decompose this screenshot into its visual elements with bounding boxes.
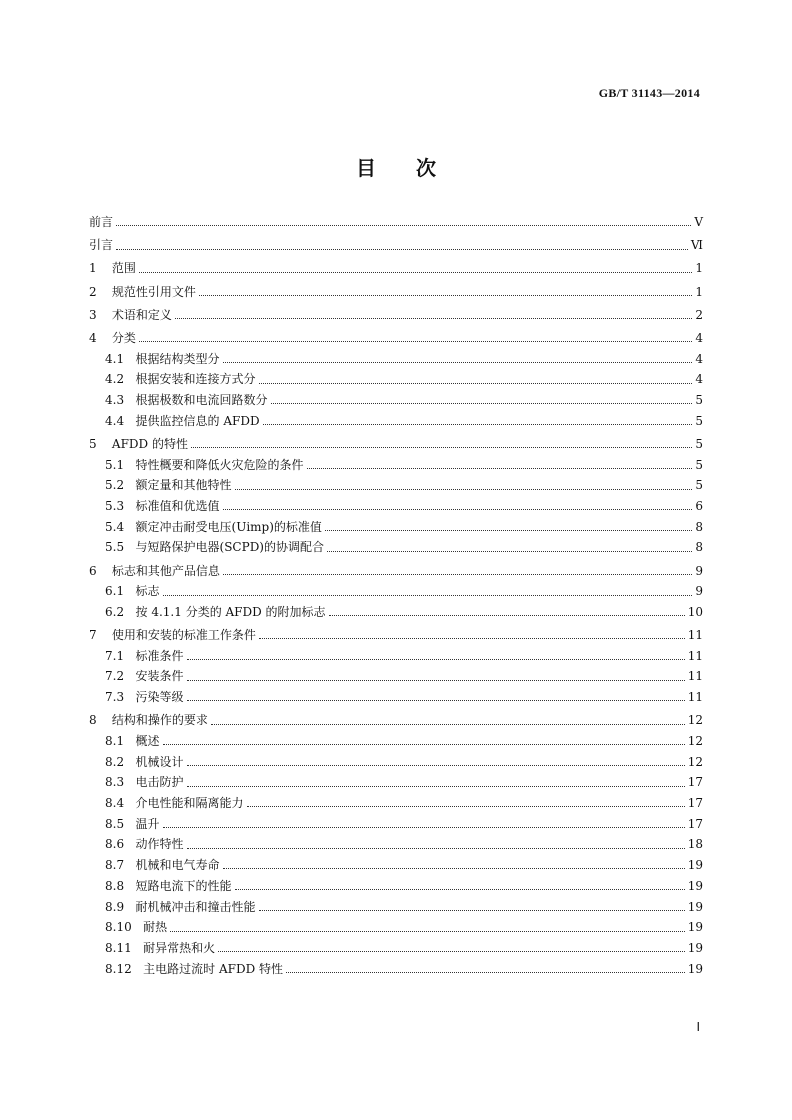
toc-entry-page: 11 — [687, 690, 703, 705]
dot-leader — [271, 402, 692, 404]
toc-entry-number: 8.8 — [105, 878, 136, 893]
toc-entry[interactable] — [89, 732, 703, 753]
toc-entry-number: 4.3 — [105, 393, 136, 407]
toc-entry[interactable] — [89, 603, 703, 624]
toc-entry-number: 4 — [89, 330, 112, 345]
toc-entry-label: 规范性引用文件 — [111, 284, 196, 299]
toc-entry-page: 8 — [695, 540, 703, 555]
dot-leader — [116, 224, 691, 226]
toc-entry-label: 温升 — [135, 816, 160, 831]
dot-leader — [211, 723, 685, 725]
toc-entry-page: 10 — [687, 604, 703, 619]
toc-entry-label: 耐异常热和火 — [143, 940, 216, 955]
dot-leader — [187, 699, 685, 701]
toc-entry-page: 17 — [687, 775, 703, 790]
toc-entry-label: 标准值和优选值 — [135, 498, 220, 513]
toc-entry-number: 6 — [89, 563, 112, 578]
toc-entry-label: 主电路过流时 AFDD 特性 — [143, 961, 284, 976]
toc-entry-page: 19 — [687, 858, 703, 873]
toc-entry-number: 4.1 — [105, 351, 136, 366]
dot-leader — [187, 847, 685, 849]
toc-entry-page: 19 — [687, 878, 703, 893]
toc-entry-label: 根据结构类型分 — [135, 351, 220, 366]
toc-entry[interactable] — [89, 773, 703, 794]
dot-leader — [223, 867, 685, 869]
dot-leader — [223, 573, 692, 575]
dot-leader — [199, 294, 692, 296]
toc-entry-page: 11 — [687, 628, 703, 643]
toc-entry-page: 8 — [695, 519, 703, 534]
toc-entry[interactable] — [89, 960, 703, 981]
toc-entry-label: 根据安装和连接方式分 — [135, 372, 256, 387]
toc-entry-page: 19 — [687, 940, 703, 955]
toc-entry-number: 8.3 — [105, 775, 136, 790]
toc-entry-label: 耐机械冲击和撞击性能 — [135, 899, 256, 914]
toc-entry-page: 9 — [695, 563, 703, 578]
toc-entry[interactable] — [89, 497, 703, 518]
toc-entry-label: 电击防护 — [135, 775, 184, 790]
toc-entry-number: 8.6 — [105, 837, 136, 852]
toc-entry[interactable] — [89, 538, 703, 559]
toc-entry-number: 5.4 — [105, 519, 136, 534]
toc-entry-number: 7.2 — [105, 669, 136, 684]
toc-entry-number: 2 — [89, 284, 112, 299]
toc-entry-label: 标志 — [135, 584, 160, 599]
dot-leader — [235, 888, 685, 890]
toc-entry-number: 1 — [89, 261, 112, 276]
toc-entry-number: 6.1 — [105, 584, 136, 599]
dot-leader — [139, 271, 692, 273]
toc-entry-label: 与短路保护电器(SCPD)的协调配合 — [135, 540, 324, 555]
page-number: Ⅰ — [696, 1020, 700, 1034]
toc-entry-number: 8.2 — [105, 754, 136, 769]
toc-entry-page: 19 — [687, 920, 703, 935]
toc-entry-page: 4 — [695, 330, 703, 345]
toc-entry-page: 11 — [687, 648, 703, 663]
toc-entry-label: 标志和其他产品信息 — [111, 563, 220, 578]
dot-leader — [263, 423, 692, 425]
toc-entry-page: 6 — [695, 498, 703, 513]
toc-entry-label: 提供监控信息的 AFDD — [135, 413, 260, 428]
toc-entry[interactable] — [89, 667, 703, 688]
toc-entry-label: 机械设计 — [135, 754, 184, 769]
toc-entry[interactable] — [89, 856, 703, 877]
toc-entry-label: 按 4.1.1 分类的 AFDD 的附加标志 — [135, 604, 326, 619]
toc-entry[interactable] — [89, 939, 703, 960]
dot-leader — [218, 950, 685, 952]
dot-leader — [187, 658, 685, 660]
toc-entry[interactable] — [89, 306, 703, 327]
toc-entry-label: 动作特性 — [135, 837, 184, 852]
toc-entry-label: 分类 — [111, 330, 136, 345]
toc-entry-page: 5 — [695, 478, 703, 493]
toc-entry[interactable] — [89, 350, 703, 371]
toc-entry[interactable] — [89, 476, 703, 497]
toc-entry-label: 术语和定义 — [111, 307, 172, 322]
toc-entry[interactable] — [89, 582, 703, 603]
toc-entry-number: 8.4 — [105, 796, 136, 811]
toc-entry[interactable] — [89, 518, 703, 539]
dot-leader — [259, 909, 685, 911]
toc-entry-label: 概述 — [135, 734, 160, 748]
toc-entry-number: 5.1 — [105, 457, 136, 472]
toc-entry[interactable] — [89, 626, 703, 647]
toc-entry-number: 7 — [89, 628, 112, 643]
dot-leader — [191, 446, 692, 448]
toc-entry[interactable] — [89, 412, 703, 433]
dot-leader — [187, 764, 685, 766]
toc-entry-page: 17 — [687, 796, 703, 811]
dot-leader — [259, 382, 692, 384]
toc-entry[interactable] — [89, 236, 703, 257]
toc-entry-number: 8.10 — [105, 920, 144, 935]
dot-leader — [116, 248, 688, 250]
toc-entry[interactable] — [89, 898, 703, 919]
toc-entry-label: 介电性能和隔离能力 — [135, 796, 244, 811]
dot-leader — [170, 930, 685, 932]
toc-entry-page: Ⅴ — [694, 215, 703, 229]
dot-leader — [247, 805, 685, 807]
toc-entry[interactable] — [89, 391, 703, 412]
toc-entry-page: 18 — [687, 837, 703, 852]
toc-entry[interactable] — [89, 877, 703, 898]
dot-leader — [187, 785, 685, 787]
toc-entry[interactable] — [89, 259, 703, 280]
dot-leader — [307, 467, 692, 469]
toc-entry-number: 4.4 — [105, 413, 136, 428]
toc-entry-page: 12 — [687, 734, 703, 748]
toc-entry-page: 1 — [695, 284, 703, 299]
toc-entry-number: 8.1 — [105, 734, 136, 748]
toc-entry-page: 5 — [695, 457, 703, 472]
toc-entry-page: 19 — [687, 961, 703, 976]
toc-entry-page: 4 — [695, 351, 703, 366]
toc-entry-label: 机械和电气寿命 — [135, 858, 220, 873]
toc-entry[interactable] — [89, 456, 703, 477]
toc-entry-number: 8 — [89, 713, 112, 728]
toc-entry-label: 耐热 — [143, 920, 168, 935]
toc-entry-label: 安装条件 — [135, 669, 184, 684]
dot-leader — [163, 826, 685, 828]
toc-entry[interactable] — [89, 688, 703, 709]
toc-entry[interactable] — [89, 562, 703, 583]
dot-leader — [187, 679, 685, 681]
toc-entry-number: 8.11 — [105, 940, 144, 955]
toc-entry-label: AFDD 的特性 — [111, 436, 188, 451]
dot-leader — [223, 361, 692, 363]
toc-entry[interactable] — [89, 753, 703, 774]
toc-entry-page: 17 — [687, 816, 703, 831]
toc-entry[interactable] — [89, 435, 703, 456]
toc-entry-label: 范围 — [111, 261, 136, 276]
toc-entry-number: 5.2 — [105, 478, 136, 493]
toc-entry-number: 8.9 — [105, 899, 136, 914]
toc-entry-number: 8.5 — [105, 816, 136, 831]
toc-entry-label: 额定冲击耐受电压(Uimp)的标准值 — [135, 519, 322, 534]
dot-leader — [235, 488, 692, 490]
dot-leader — [327, 550, 692, 552]
toc-entry-label: 引言 — [89, 238, 114, 253]
toc-entry-page: 1 — [695, 261, 703, 276]
toc-entry-page: 5 — [695, 393, 703, 407]
toc-entry[interactable] — [89, 794, 703, 815]
toc-entry-number: 8.12 — [105, 961, 144, 976]
dot-leader — [163, 594, 692, 596]
toc-entry[interactable] — [89, 213, 703, 234]
toc-entry-label: 根据极数和电流回路数分 — [135, 393, 268, 407]
toc-entry-number: 7.1 — [105, 648, 136, 663]
toc-entry-label: 污染等级 — [135, 690, 184, 705]
toc-entry-label: 使用和安装的标准工作条件 — [111, 628, 256, 643]
toc-entry[interactable] — [89, 329, 703, 350]
toc-entry-page: 12 — [687, 713, 703, 728]
page-title: 目次 — [356, 156, 476, 180]
toc-entry-page: 4 — [695, 372, 703, 387]
toc-entry-label: 额定量和其他特性 — [135, 478, 232, 493]
toc-entry-page: 11 — [687, 669, 703, 684]
dot-leader — [163, 743, 685, 745]
dot-leader — [325, 529, 692, 531]
dot-leader — [329, 614, 685, 616]
toc-entry-number: 3 — [89, 307, 112, 322]
dot-leader — [175, 317, 692, 319]
toc-entry-label: 标准条件 — [135, 648, 184, 663]
toc-entry-number: 7.3 — [105, 690, 136, 705]
toc-entry-page: 12 — [687, 754, 703, 769]
toc-entry-label: 短路电流下的性能 — [135, 878, 232, 893]
dot-leader — [139, 340, 692, 342]
toc-entry-label: 特性概要和降低火灾危险的条件 — [135, 457, 304, 472]
toc-entry[interactable] — [89, 815, 703, 836]
toc-entry-label: 前言 — [89, 215, 114, 229]
table-of-contents — [89, 213, 703, 980]
toc-entry-number: 6.2 — [105, 604, 136, 619]
toc-entry-page: 19 — [687, 899, 703, 914]
toc-entry-page: Ⅵ — [690, 238, 703, 253]
toc-entry-page: 2 — [695, 307, 703, 322]
toc-entry-number: 8.7 — [105, 858, 136, 873]
toc-entry[interactable] — [89, 647, 703, 668]
toc-entry-page: 5 — [695, 436, 703, 451]
dot-leader — [259, 637, 685, 639]
toc-entry-number: 4.2 — [105, 372, 136, 387]
toc-entry[interactable] — [89, 711, 703, 732]
toc-entry[interactable] — [89, 918, 703, 939]
toc-entry-page: 5 — [695, 413, 703, 428]
toc-entry[interactable] — [89, 283, 703, 304]
toc-entry-number: 5.5 — [105, 540, 136, 555]
toc-entry-label: 结构和操作的要求 — [111, 713, 208, 728]
toc-entry-page: 9 — [695, 584, 703, 599]
toc-entry[interactable] — [89, 370, 703, 391]
standard-code: GB/T 31143—2014 — [598, 86, 700, 100]
dot-leader — [286, 971, 685, 973]
toc-entry-number: 5.3 — [105, 498, 136, 513]
toc-entry[interactable] — [89, 835, 703, 856]
dot-leader — [223, 508, 692, 510]
toc-entry-number: 5 — [89, 436, 112, 451]
